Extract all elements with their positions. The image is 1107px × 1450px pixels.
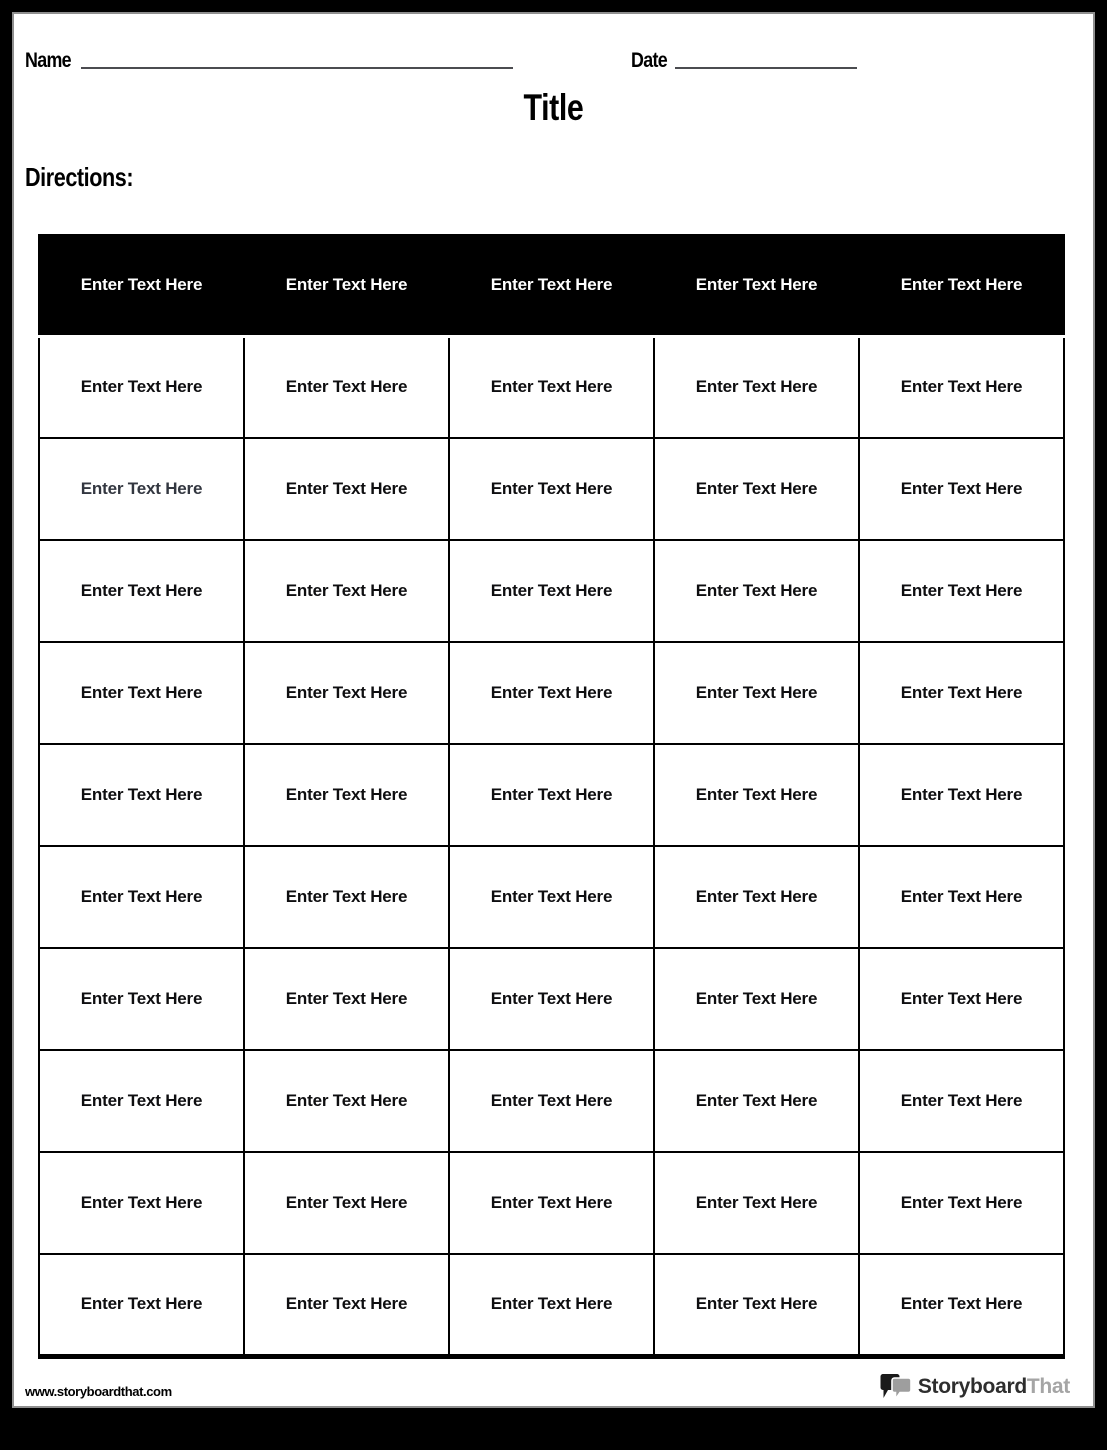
name-write-line bbox=[81, 67, 513, 69]
table-cell[interactable]: Enter Text Here bbox=[39, 1050, 244, 1152]
table-cell[interactable]: Enter Text Here bbox=[449, 744, 654, 846]
table-cell[interactable]: Enter Text Here bbox=[39, 438, 244, 540]
table-cell[interactable]: Enter Text Here bbox=[449, 1152, 654, 1254]
table-cell[interactable]: Enter Text Here bbox=[449, 1254, 654, 1356]
table-cell[interactable]: Enter Text Here bbox=[244, 540, 449, 642]
logo-text-that: That bbox=[1026, 1375, 1070, 1398]
website-url: www.storyboardthat.com bbox=[25, 1384, 172, 1399]
table-cell[interactable]: Enter Text Here bbox=[654, 1050, 859, 1152]
table-cell[interactable]: Enter Text Here bbox=[244, 1050, 449, 1152]
table-cell[interactable]: Enter Text Here bbox=[244, 948, 449, 1050]
directions-label: Directions: bbox=[25, 161, 134, 192]
table-cell[interactable]: Enter Text Here bbox=[244, 744, 449, 846]
table-cell[interactable]: Enter Text Here bbox=[449, 642, 654, 744]
table-cell[interactable]: Enter Text Here bbox=[654, 846, 859, 948]
table-row bbox=[39, 642, 1064, 744]
table-row bbox=[39, 1254, 1064, 1356]
table-cell[interactable]: Enter Text Here bbox=[859, 744, 1064, 846]
storyboardthat-logo bbox=[880, 1372, 1070, 1401]
table-cell[interactable]: Enter Text Here bbox=[859, 1152, 1064, 1254]
table-body bbox=[39, 336, 1064, 1356]
table-cell[interactable]: Enter Text Here bbox=[449, 948, 654, 1050]
table-cell[interactable]: Enter Text Here bbox=[39, 1254, 244, 1356]
table-cell[interactable]: Enter Text Here bbox=[449, 336, 654, 438]
table-cell[interactable]: Enter Text Here bbox=[654, 948, 859, 1050]
table-header-row bbox=[39, 235, 1064, 336]
name-field bbox=[25, 50, 513, 71]
logo-wordmark bbox=[918, 1376, 1070, 1397]
table-cell[interactable]: Enter Text Here bbox=[654, 744, 859, 846]
table-header-cell[interactable]: Enter Text Here bbox=[39, 235, 244, 336]
table-cell[interactable]: Enter Text Here bbox=[449, 540, 654, 642]
table-header-cell[interactable]: Enter Text Here bbox=[654, 235, 859, 336]
table-cell[interactable]: Enter Text Here bbox=[244, 642, 449, 744]
table-cell[interactable]: Enter Text Here bbox=[244, 1152, 449, 1254]
table-cell[interactable]: Enter Text Here bbox=[859, 846, 1064, 948]
name-date-row bbox=[14, 14, 1093, 71]
table-row bbox=[39, 948, 1064, 1050]
table-cell[interactable]: Enter Text Here bbox=[39, 540, 244, 642]
table-cell[interactable]: Enter Text Here bbox=[654, 438, 859, 540]
table-row bbox=[39, 1152, 1064, 1254]
table-cell[interactable]: Enter Text Here bbox=[654, 540, 859, 642]
table-cell[interactable]: Enter Text Here bbox=[449, 846, 654, 948]
table-cell[interactable]: Enter Text Here bbox=[39, 948, 244, 1050]
table-cell[interactable]: Enter Text Here bbox=[859, 1050, 1064, 1152]
table-cell[interactable]: Enter Text Here bbox=[859, 642, 1064, 744]
date-write-line bbox=[675, 67, 857, 69]
table-cell[interactable]: Enter Text Here bbox=[39, 336, 244, 438]
date-field bbox=[631, 50, 857, 71]
table-row bbox=[39, 336, 1064, 438]
table-cell[interactable]: Enter Text Here bbox=[39, 744, 244, 846]
table-header-cell[interactable]: Enter Text Here bbox=[244, 235, 449, 336]
table-cell[interactable]: Enter Text Here bbox=[449, 438, 654, 540]
table-cell[interactable]: Enter Text Here bbox=[859, 948, 1064, 1050]
table-cell[interactable]: Enter Text Here bbox=[859, 1254, 1064, 1356]
table-cell[interactable]: Enter Text Here bbox=[244, 336, 449, 438]
table-cell[interactable]: Enter Text Here bbox=[244, 1254, 449, 1356]
table-row bbox=[39, 846, 1064, 948]
table-cell[interactable]: Enter Text Here bbox=[654, 1254, 859, 1356]
worksheet-page bbox=[12, 12, 1095, 1408]
table-row bbox=[39, 1050, 1064, 1152]
table-cell[interactable]: Enter Text Here bbox=[859, 540, 1064, 642]
table-row bbox=[39, 744, 1064, 846]
table-cell[interactable]: Enter Text Here bbox=[244, 846, 449, 948]
table-cell[interactable]: Enter Text Here bbox=[449, 1050, 654, 1152]
logo-text-storyboard: Storyboard bbox=[917, 1375, 1027, 1398]
table-cell[interactable]: Enter Text Here bbox=[39, 1152, 244, 1254]
table-cell[interactable]: Enter Text Here bbox=[859, 336, 1064, 438]
page-title: Title bbox=[523, 87, 584, 128]
name-label: Name bbox=[25, 49, 71, 72]
table-cell[interactable]: Enter Text Here bbox=[859, 438, 1064, 540]
table-cell[interactable]: Enter Text Here bbox=[654, 642, 859, 744]
table-header-cell[interactable]: Enter Text Here bbox=[449, 235, 654, 336]
table-cell[interactable]: Enter Text Here bbox=[654, 336, 859, 438]
table-row bbox=[39, 540, 1064, 642]
table-row bbox=[39, 438, 1064, 540]
table-cell[interactable]: Enter Text Here bbox=[39, 846, 244, 948]
table-cell[interactable]: Enter Text Here bbox=[39, 642, 244, 744]
speech-bubbles-icon bbox=[880, 1372, 914, 1401]
date-label: Date bbox=[631, 49, 667, 72]
table-cell[interactable]: Enter Text Here bbox=[244, 438, 449, 540]
table-row-header bbox=[39, 235, 1064, 336]
table-cell[interactable]: Enter Text Here bbox=[654, 1152, 859, 1254]
worksheet-table bbox=[38, 234, 1065, 1359]
table-header-cell[interactable]: Enter Text Here bbox=[859, 235, 1064, 336]
